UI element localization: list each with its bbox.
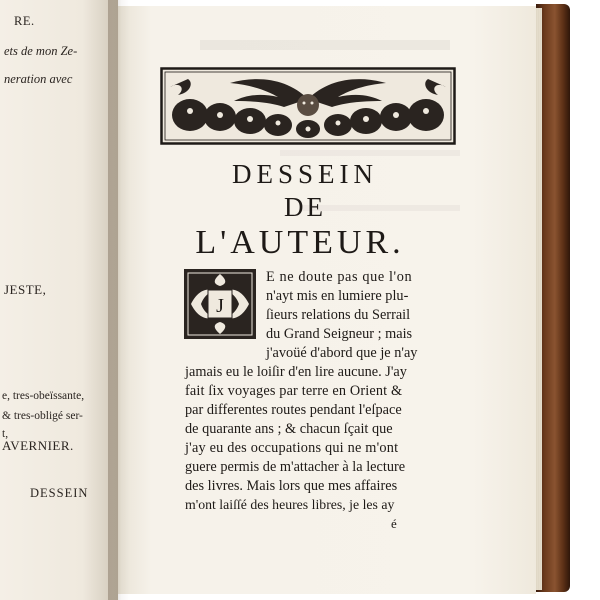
body-line-6: jamais eu le loiſir d'en lire aucune. J'ay bbox=[185, 364, 407, 380]
decorated-initial bbox=[183, 268, 257, 340]
headpiece-ornament bbox=[160, 67, 456, 145]
left-line-2: ets de mon Ze- bbox=[4, 44, 78, 58]
body-line-9: de quarante ans ; & chacun ſçait que bbox=[185, 421, 393, 437]
body-line-3: ſieurs relations du Serrail bbox=[266, 307, 411, 323]
left-line-1: RE. bbox=[14, 14, 35, 28]
title-de: DE bbox=[284, 192, 326, 222]
left-closing-1: e, tres-obeïssante, bbox=[2, 390, 85, 402]
title-dessein: DESSEIN bbox=[231, 159, 378, 189]
gutter-shadow bbox=[108, 0, 130, 600]
body-line-8: par differentes routes pendant l'eſpace bbox=[185, 402, 402, 418]
left-line-3: neration avec bbox=[4, 72, 73, 86]
left-closing-2: & tres-obligé ser- bbox=[2, 410, 83, 422]
left-page bbox=[0, 0, 118, 600]
left-jeste: JESTE, bbox=[4, 282, 47, 297]
body-line-1: E ne doute pas que l'on bbox=[266, 269, 413, 285]
left-catchword: DESSEIN bbox=[30, 486, 89, 500]
left-closing-3: t, bbox=[2, 428, 9, 440]
body-line-13: m'ont laiſſé des heures libres, je les ay bbox=[185, 497, 395, 512]
body-line-4: du Grand Seigneur ; mais bbox=[266, 326, 413, 342]
body-line-2: n'ayt mis en lumiere plu- bbox=[266, 288, 409, 304]
body-line-12: des livres. Mais lors que mes affaires bbox=[185, 478, 398, 494]
body-line-7: fait ſix voyages par terre en Orient & bbox=[185, 383, 403, 399]
body-line-11: guere permis de m'attacher à la lecture bbox=[185, 459, 406, 475]
drop-cap-letter: J bbox=[216, 295, 224, 317]
body-line-10: j'ay eu des occupations qui ne m'ont bbox=[185, 440, 399, 456]
right-catchword: é bbox=[391, 516, 397, 531]
body-line-5: j'avoüé d'abord que je n'ay bbox=[266, 345, 418, 361]
left-signature: AVERNIER. bbox=[2, 438, 74, 453]
title-lauteur: L'AUTEUR. bbox=[195, 224, 405, 261]
